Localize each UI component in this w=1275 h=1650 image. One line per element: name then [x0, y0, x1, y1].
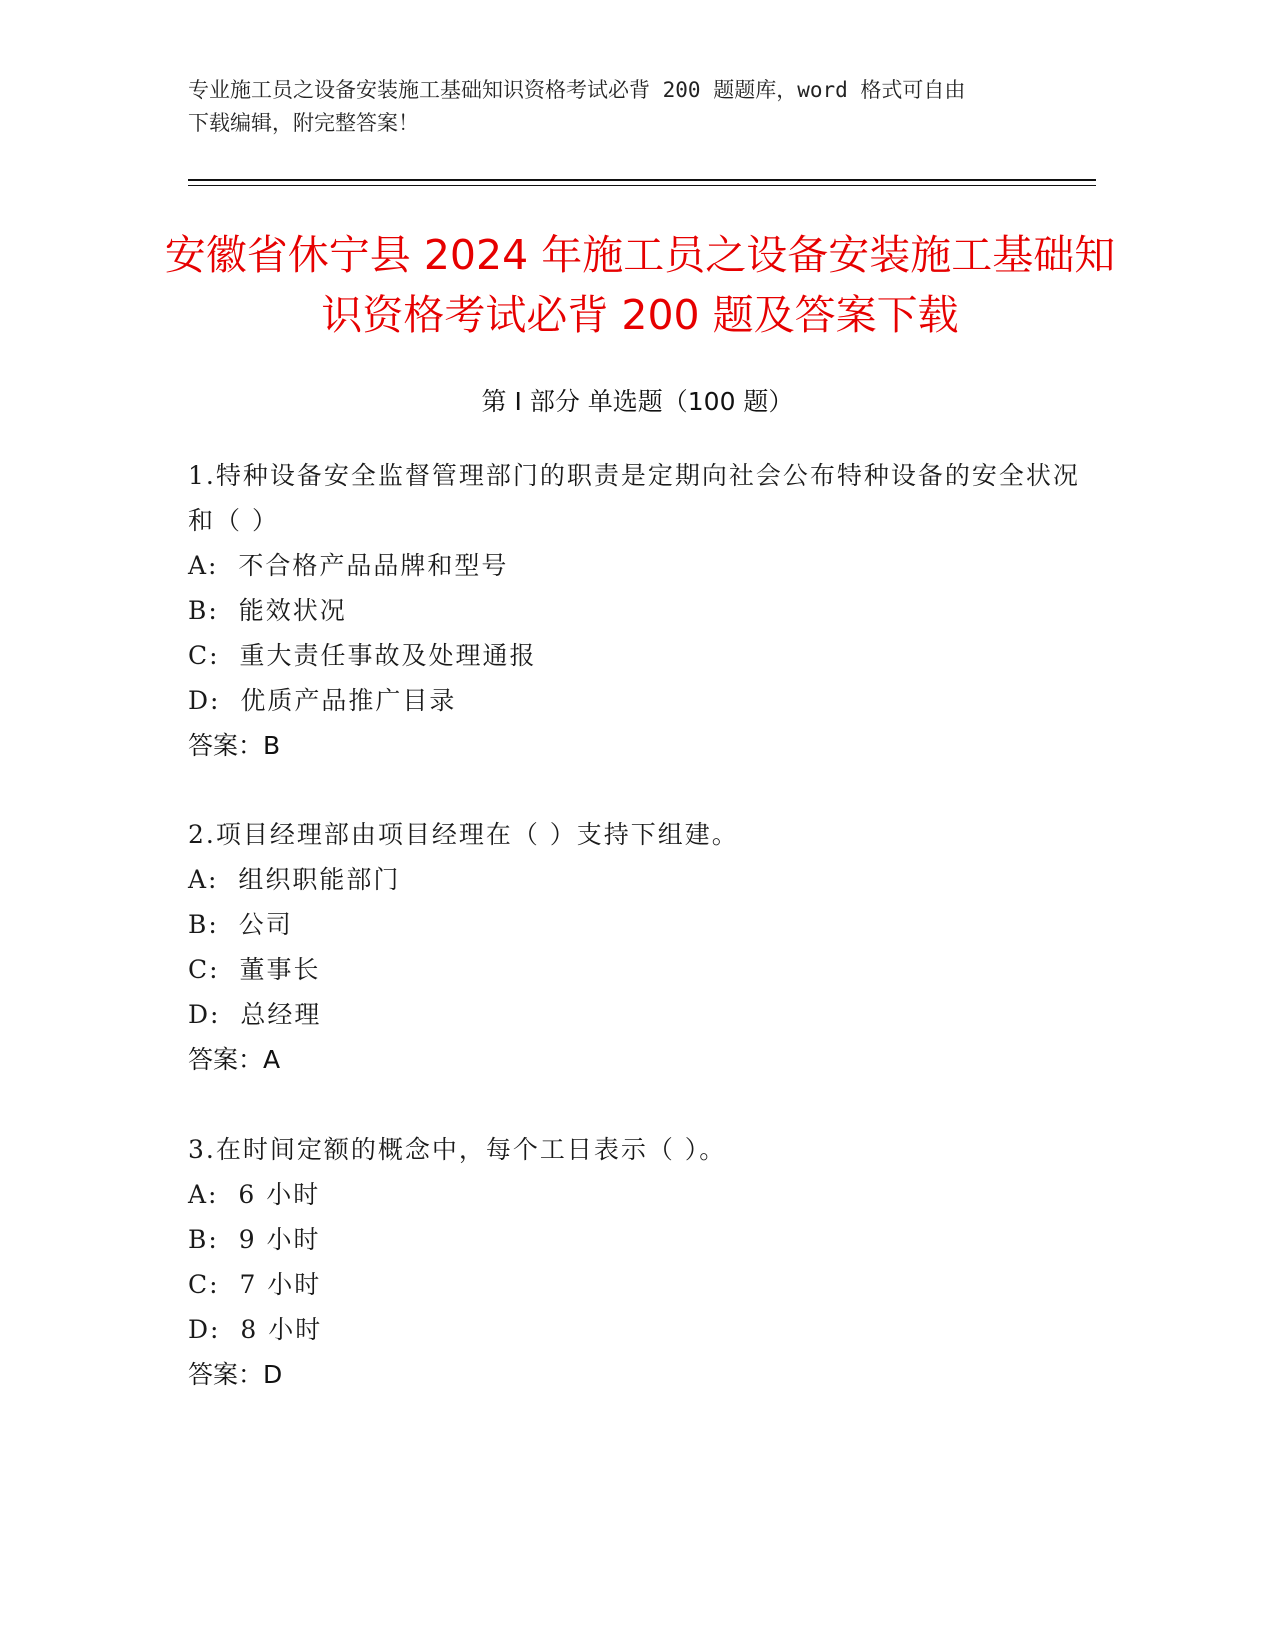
- option-b: B: 公司: [188, 910, 293, 939]
- option-d: D: 8 小时: [188, 1315, 323, 1344]
- section-heading: 第 I 部分 单选题（100 题）: [481, 387, 794, 416]
- option-b: B: 9 小时: [188, 1225, 321, 1254]
- header-note: 专业施工员之设备安装施工基础知识资格考试必背 200 题题库，word 格式可自由 下载编辑，附完整答案！: [188, 78, 966, 135]
- option-c: C: 7 小时: [188, 1270, 322, 1299]
- question-1: [188, 453, 1088, 768]
- question-stem: 2.项目经理部由项目经理在（ ）支持下组建。: [188, 820, 739, 849]
- option-c: C: 董事长: [188, 955, 321, 984]
- question-stem: 1.特种设备安全监督管理部门的职责是定期向社会公布特种设备的安全状况和（ ）: [188, 461, 1080, 535]
- option-d: D: 总经理: [188, 1000, 322, 1029]
- question-2: [188, 812, 1088, 1082]
- option-a: A: 不合格产品品牌和型号: [188, 551, 509, 580]
- answer-line: 答案：A: [188, 1045, 281, 1074]
- answer-line: 答案：B: [188, 731, 281, 760]
- question-3: [188, 1127, 1088, 1397]
- option-d: D: 优质产品推广目录: [188, 686, 457, 715]
- option-b: B: 能效状况: [188, 596, 347, 625]
- header-divider-thin: [188, 185, 1096, 186]
- answer-line: 答案：D: [188, 1360, 283, 1389]
- option-a: A: 组织职能部门: [188, 865, 401, 894]
- option-a: A: 6 小时: [188, 1180, 321, 1209]
- question-stem: 3.在时间定额的概念中，每个工日表示（ ）。: [188, 1135, 727, 1164]
- header-divider-thick: [188, 179, 1096, 181]
- document-title: 安徽省休宁县 2024 年施工员之设备安装施工基础知识资格考试必背 200 题及答案下载: [164, 231, 1116, 339]
- option-c: C: 重大责任事故及处理通报: [188, 641, 537, 670]
